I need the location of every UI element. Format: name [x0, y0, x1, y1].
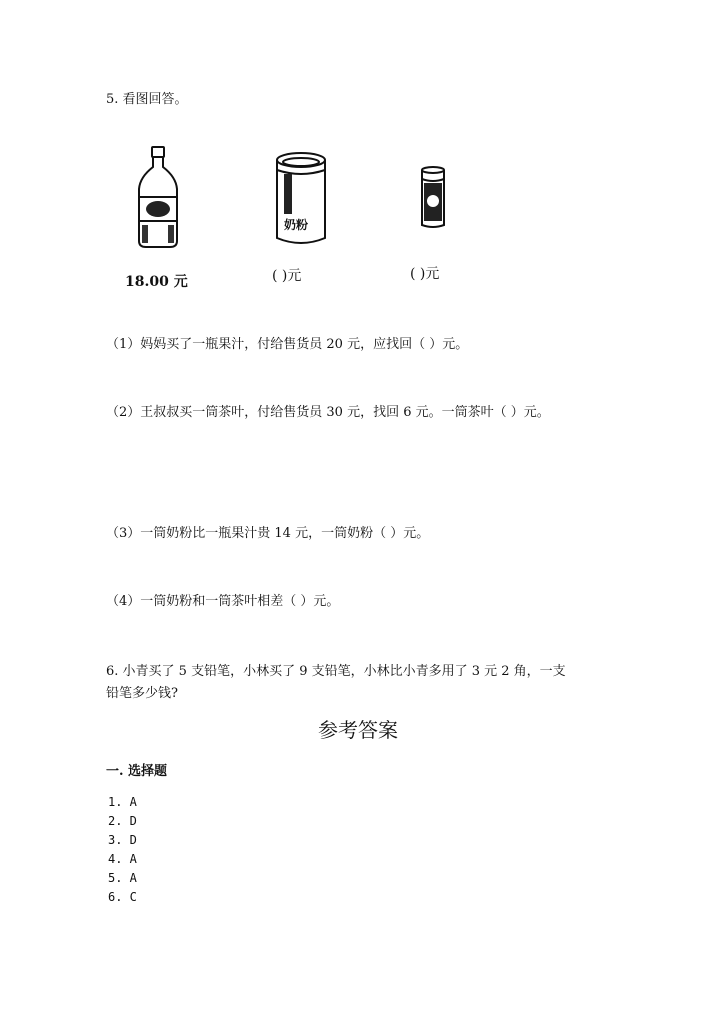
answer-item: 6. C: [108, 890, 137, 904]
tea-tube-icon: [418, 165, 448, 231]
tea-price-blank: ( )元: [410, 266, 440, 282]
sub-question-3: （3）一筒奶粉比一瓶果汁贵 14 元，一筒奶粉（ ）元。: [106, 526, 430, 541]
milk-powder-can-icon: [272, 150, 330, 250]
sub-question-1: （1）妈妈买了一瓶果汁，付给售货员 20 元，应找回（ ）元。: [106, 337, 469, 352]
question-6-line-1: 6. 小青买了 5 支铅笔，小林买了 9 支铅笔，小林比小青多用了 3 元 2 角，一支: [106, 664, 566, 679]
juice-price-label: 18.00 元: [125, 274, 188, 290]
answers-section-heading: 一. 选择题: [106, 764, 168, 779]
milk-powder-price-blank: ( )元: [272, 268, 302, 284]
sub-question-2: （2）王叔叔买一筒茶叶，付给售货员 30 元，找回 6 元。一筒茶叶（ ）元。: [106, 405, 550, 420]
answers-title: 参考答案: [318, 718, 398, 742]
juice-bottle-icon: [130, 145, 186, 251]
answer-item: 4. A: [108, 852, 137, 866]
question-5-heading: 5. 看图回答。: [106, 92, 188, 107]
answer-item: 3. D: [108, 833, 137, 847]
sub-question-4: （4）一筒奶粉和一筒茶叶相差（ ）元。: [106, 594, 340, 609]
answer-item: 5. A: [108, 871, 137, 885]
milk-powder-label: 奶粉: [284, 218, 309, 232]
answer-item: 2. D: [108, 814, 137, 828]
question-6-line-2: 铅笔多少钱?: [106, 686, 178, 701]
answer-item: 1. A: [108, 795, 137, 809]
